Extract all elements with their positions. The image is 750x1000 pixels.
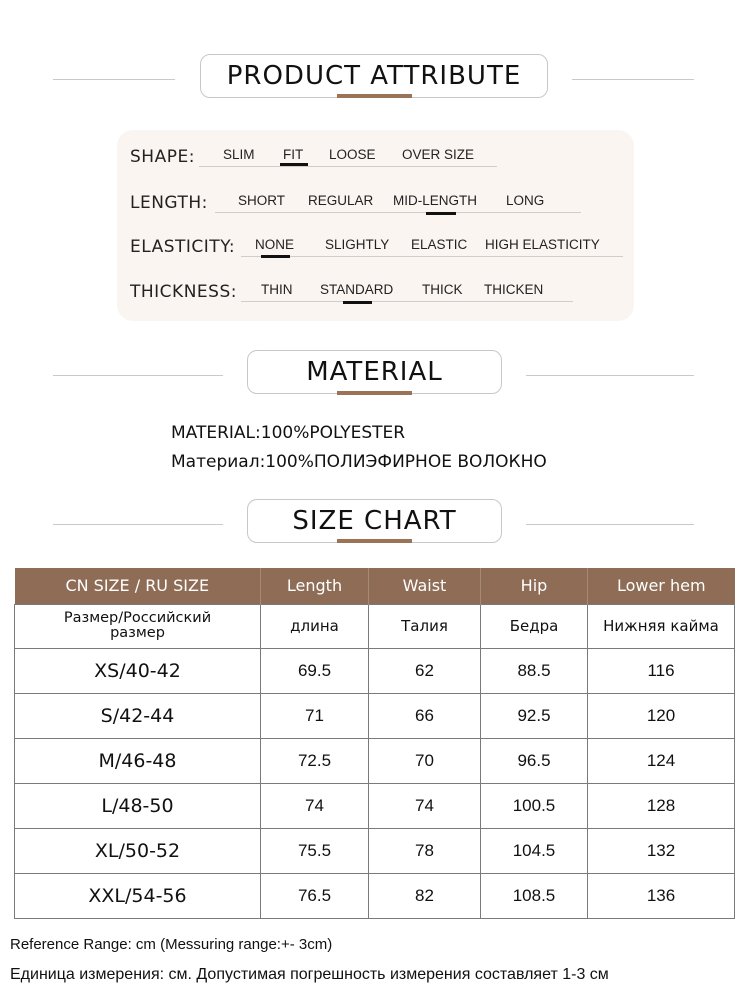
table-row bbox=[15, 648, 735, 693]
product-attribute-heading bbox=[0, 54, 750, 104]
cell-waist: 74 bbox=[369, 783, 481, 828]
option-none: NONE bbox=[255, 237, 295, 252]
table-header-row bbox=[15, 568, 735, 604]
divider-right bbox=[526, 375, 694, 376]
cell-waist: 66 bbox=[369, 693, 481, 738]
subheader-lower-hem-ru: Нижняя кайма bbox=[588, 604, 735, 648]
option-loose: LOOSE bbox=[329, 147, 376, 162]
attribute-baseline bbox=[241, 256, 623, 257]
attribute-row-elasticity bbox=[117, 233, 634, 263]
divider-right bbox=[526, 524, 694, 525]
table-subheader-row-ru bbox=[15, 604, 735, 648]
cell-waist: 78 bbox=[369, 828, 481, 873]
reference-range-note-ru: Единица измерения: см. Допустимая погрешность измерения составляет 1-3 см bbox=[10, 966, 609, 983]
reference-range-note: Reference Range: cm (Messuring range:+- 3cm) bbox=[10, 936, 333, 953]
header-length: Length bbox=[261, 568, 369, 604]
cell-waist: 62 bbox=[369, 648, 481, 693]
material-ru bbox=[171, 452, 547, 472]
divider-left bbox=[53, 79, 175, 80]
section-title: MATERIAL bbox=[306, 357, 443, 387]
option-fit: FIT bbox=[283, 147, 304, 162]
option-thick: THICK bbox=[422, 282, 463, 297]
section-title-pill bbox=[200, 54, 548, 98]
option-high-elasticity: HIGH ELASTICITY bbox=[485, 237, 600, 252]
material-label-en: MATERIAL: bbox=[171, 423, 261, 443]
size-chart-heading bbox=[0, 499, 750, 549]
option-slim: SLIM bbox=[223, 147, 255, 162]
cell-length: 72.5 bbox=[261, 738, 369, 783]
attribute-label: ELASTICITY: bbox=[130, 237, 236, 257]
cell-lower-hem: 136 bbox=[588, 873, 735, 918]
cell-lower-hem: 132 bbox=[588, 828, 735, 873]
option-slightly: SLIGHTLY bbox=[325, 237, 390, 252]
selected-marker bbox=[280, 163, 308, 166]
subheader-length-ru: длина bbox=[261, 604, 369, 648]
option-long: LONG bbox=[506, 193, 545, 208]
option-short: SHORT bbox=[238, 193, 286, 208]
table-row bbox=[15, 828, 735, 873]
option-thicken: THICKEN bbox=[484, 282, 544, 297]
divider-left bbox=[53, 524, 223, 525]
divider-right bbox=[572, 79, 694, 80]
header-size: CN SIZE / RU SIZE bbox=[15, 568, 261, 604]
attribute-panel bbox=[117, 130, 634, 321]
cell-length: 75.5 bbox=[261, 828, 369, 873]
cell-hip: 100.5 bbox=[481, 783, 588, 828]
divider-left bbox=[53, 375, 223, 376]
attribute-row-shape bbox=[117, 143, 634, 173]
section-title-pill bbox=[247, 499, 502, 543]
option-elastic: ELASTIC bbox=[411, 237, 468, 252]
subheader-size-ru-line1: Размер/Российский bbox=[63, 610, 212, 626]
table-row bbox=[15, 738, 735, 783]
selected-marker bbox=[343, 301, 372, 304]
cell-length: 74 bbox=[261, 783, 369, 828]
cell-size: XL/50-52 bbox=[15, 828, 261, 873]
material-label-ru: Материал: bbox=[171, 452, 266, 472]
material-value-en: 100%POLYESTER bbox=[260, 423, 406, 443]
subheader-hip-ru: Бедра bbox=[481, 604, 588, 648]
option-regular: REGULAR bbox=[308, 193, 374, 208]
cell-lower-hem: 124 bbox=[588, 738, 735, 783]
attribute-baseline bbox=[199, 166, 497, 167]
size-chart-table bbox=[14, 568, 735, 919]
table-row bbox=[15, 783, 735, 828]
attribute-label: THICKNESS: bbox=[130, 282, 237, 302]
attribute-baseline bbox=[215, 212, 581, 213]
cell-hip: 92.5 bbox=[481, 693, 588, 738]
cell-length: 69.5 bbox=[261, 648, 369, 693]
cell-length: 71 bbox=[261, 693, 369, 738]
cell-size: S/42-44 bbox=[15, 693, 261, 738]
subheader-waist-ru: Талия bbox=[369, 604, 481, 648]
option-mid-length: MID-LENGTH bbox=[393, 193, 477, 208]
section-title: PRODUCT ATTRIBUTE bbox=[226, 61, 522, 91]
section-title-pill bbox=[247, 350, 502, 394]
selected-marker bbox=[261, 255, 290, 258]
cell-hip: 104.5 bbox=[481, 828, 588, 873]
header-hip: Hip bbox=[481, 568, 588, 604]
title-accent-bar bbox=[337, 391, 412, 395]
material-heading bbox=[0, 350, 750, 400]
attribute-row-thickness bbox=[117, 278, 634, 308]
option-standard: STANDARD bbox=[320, 282, 394, 297]
subheader-size-ru bbox=[15, 604, 261, 648]
cell-hip: 88.5 bbox=[481, 648, 588, 693]
option-over-size: OVER SIZE bbox=[402, 147, 475, 162]
selected-marker bbox=[426, 212, 456, 215]
cell-lower-hem: 116 bbox=[588, 648, 735, 693]
material-en bbox=[171, 423, 405, 443]
header-waist: Waist bbox=[369, 568, 481, 604]
cell-size: XS/40-42 bbox=[15, 648, 261, 693]
attribute-label: SHAPE: bbox=[130, 147, 195, 167]
cell-waist: 70 bbox=[369, 738, 481, 783]
cell-length: 76.5 bbox=[261, 873, 369, 918]
cell-hip: 96.5 bbox=[481, 738, 588, 783]
cell-lower-hem: 128 bbox=[588, 783, 735, 828]
cell-lower-hem: 120 bbox=[588, 693, 735, 738]
cell-size: M/46-48 bbox=[15, 738, 261, 783]
attribute-baseline bbox=[241, 301, 573, 302]
cell-waist: 82 bbox=[369, 873, 481, 918]
section-title: SIZE CHART bbox=[292, 506, 457, 536]
title-accent-bar bbox=[337, 539, 412, 543]
cell-size: L/48-50 bbox=[15, 783, 261, 828]
cell-hip: 108.5 bbox=[481, 873, 588, 918]
header-lower-hem: Lower hem bbox=[588, 568, 735, 604]
cell-size: XXL/54-56 bbox=[15, 873, 261, 918]
table-row bbox=[15, 873, 735, 918]
option-thin: THIN bbox=[261, 282, 293, 297]
subheader-size-ru-line2: размер bbox=[110, 625, 165, 641]
material-value-ru: 100%ПОЛИЭФИРНОЕ ВОЛОКНО bbox=[265, 452, 547, 472]
table-row bbox=[15, 693, 735, 738]
attribute-row-length bbox=[117, 189, 634, 219]
title-accent-bar bbox=[337, 94, 412, 98]
attribute-label: LENGTH: bbox=[130, 193, 208, 213]
